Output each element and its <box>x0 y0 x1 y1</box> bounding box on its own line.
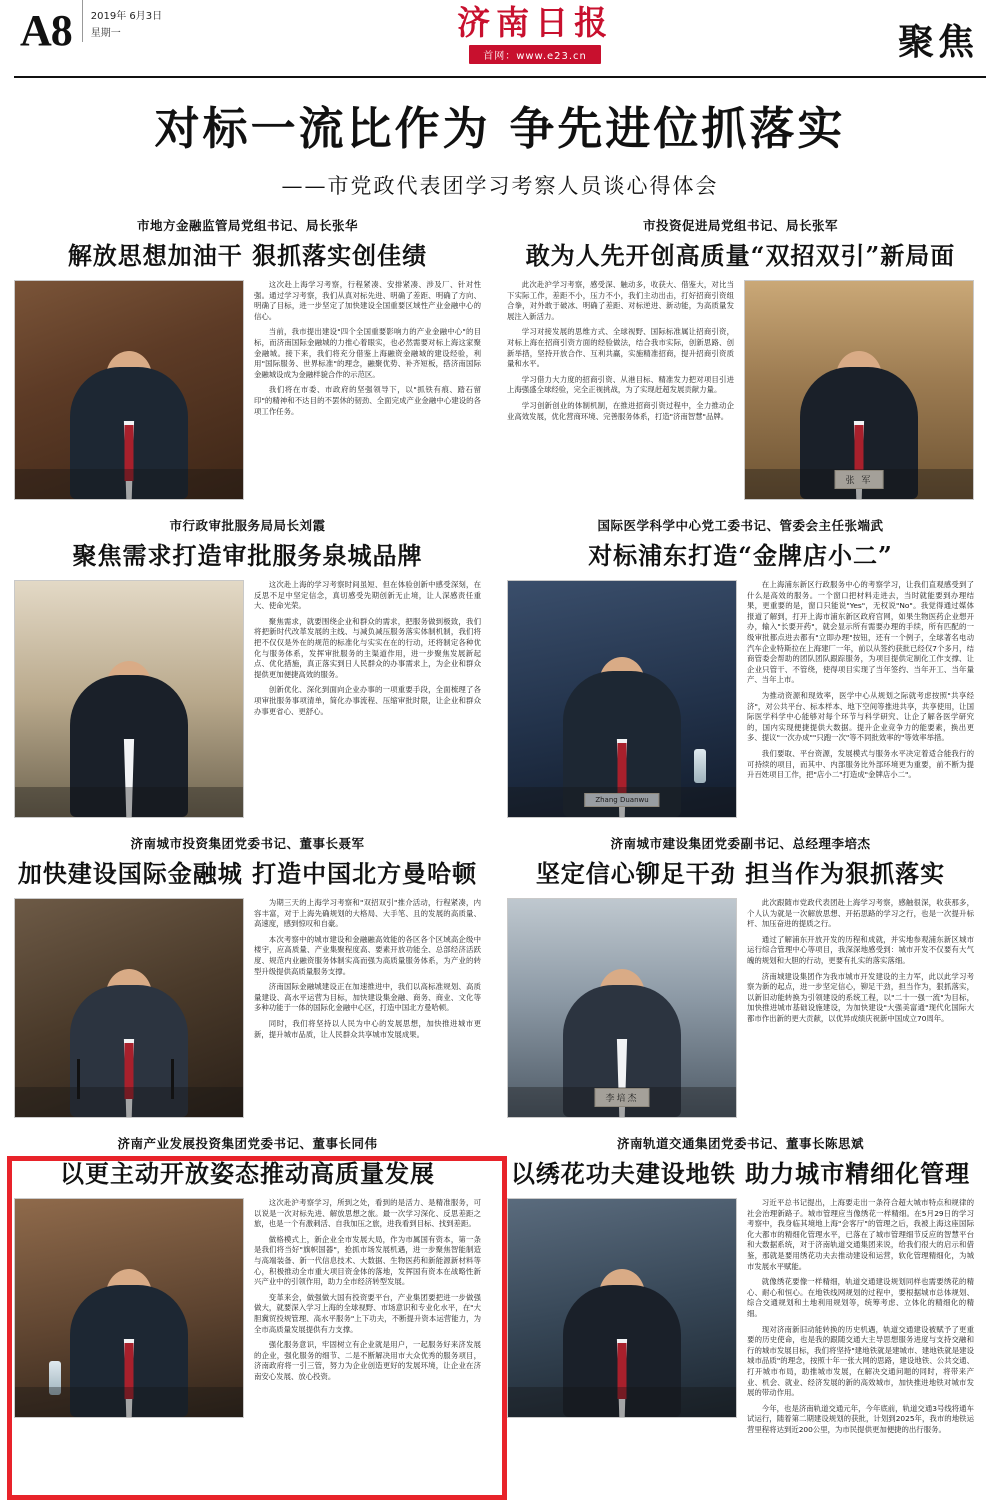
article-3 <box>14 516 481 818</box>
paragraph: 济南国际金融城建设正在加速推进中，我们以高标准规划、高质量建设、高水平运营为目标，加快建设集金融、商务、商业、文化等多种功能于一体的国际化金融中心区，打造中国北方曼哈顿。 <box>254 982 481 1013</box>
paragraph: 这次赴上海的学习考察时间虽短、但在体验创新中感受深刻，在反思不足中坚定信念，真切感受先期创新无止境，让人深感责任重大、使命光荣。 <box>254 580 481 611</box>
article-kicker: 济南轨道交通集团党委书记、董事长陈思斌 <box>616 1136 864 1151</box>
article-kicker: 市行政审批服务局局长刘霞 <box>169 518 326 533</box>
article-text <box>254 898 481 1118</box>
article-text <box>254 580 481 818</box>
article-kicker: 济南城市投资集团党委书记、董事长聂军 <box>130 836 365 851</box>
paragraph: 通过了解浦东开放开发的历程和成就，并实地参观浦东新区城市运行综合管理中心等项目，我深深地感受到：城市开发不仅要有大气魄的规划和大胆的行动，更要有扎实的落实落细。 <box>747 934 974 965</box>
paper-nameplate <box>172 0 898 64</box>
paragraph: 我们要取、平台资源，发展模式与服务水平决定着适合能我行的可持续的项目，而其中、内部服务比外部环境更为重要，前不断为提升百姓项目工作，把"店小二"打造成"金牌店小二"。 <box>747 748 974 780</box>
paper-website: 首网：www.e23.cn <box>469 45 601 64</box>
masthead <box>14 0 986 78</box>
paragraph: 学习对接发展的思维方式、全球视野、国际标准属让招商引资，对标上海在招商引资方面的经验做法，结合我市实际，创新思路、创新举措，坚持开放合作、互利共赢，实施精准招商，提升招商引资质量和水平。 <box>507 327 734 369</box>
desk-nameplate: 张 军 <box>835 470 884 489</box>
article-headline: 以绣花功夫建设地铁 助力城市精细化管理 <box>510 1159 971 1188</box>
article-text <box>507 280 734 500</box>
paragraph: 济南城建设集团作为我市城市开发建设的主力军，此以此学习考察为新的起点，进一步坚定信心，铆足干劲，担当作为，狠抓落实，以新旧动能转换为引领建设的系统工程，以"二十一强一流"为目标，加快推进城市基础设施建设，为加快建设"大强美富通"现代化国际大都市作出新的更大贡献，以优异成绩庆祝新中国成立70周年。 <box>747 971 974 1023</box>
article-text <box>747 898 974 1118</box>
article-grid <box>14 216 986 1456</box>
paper-name: 济南日报 <box>457 3 614 42</box>
article-text <box>747 1198 974 1440</box>
article-kicker: 济南城市建设集团党委副书记、总经理李培杰 <box>610 836 871 851</box>
paragraph: 这次赴上海学习考察，行程紧凑、安排紧凑、涉及厂、针对性强。通过学习考察，我们从真对标先进、明确了差距、明确了方向、明确了目标，进一步坚定了加快建设全国重要区域性产业金融中心的信心。 <box>254 280 481 321</box>
article-text <box>747 580 974 818</box>
article-headline: 对标浦东打造“金牌店小二” <box>588 541 893 570</box>
paragraph: 为期三天的上海学习考察和"双招双引"推介活动，行程紧凑，内容丰富，对于上海先确规划的大格局、大手笔、且的发展的高质量、高速度，感到惊叹和自豪。 <box>254 898 481 929</box>
article-photo <box>14 280 244 500</box>
article-headline: 聚焦需求打造审批服务泉城品牌 <box>72 541 423 570</box>
paragraph: 现对济南新旧动能转换的历史机遇，轨道交通建设被赋予了更重要的历史使命，也是我的跟随交通大主导思想服务进度与支持交融和行的城市发展目标，我们将坚持"建地铁就是建城市、建地铁就是建设城市品质"的理念，按照十年一张大网的思路，建设地铁、公共交通、打开城市布局，助推城市发展，在解决交通问题的同时，将带来产业、机会、就业、经济发展的新的高效城市，加快推进地铁对城市发展的带动作用。 <box>747 1324 974 1398</box>
paragraph: 学习借力大力度的招商引资、从港目标、精准发力把对项目引进上海强盛全球经验，完全正视挑战，为了实现赶超发展贡献力量。 <box>507 374 734 395</box>
article-4 <box>507 516 974 818</box>
paragraph: 本次考察中的城市建设和金融融高效能的各区各个区域高企级中楼宇，应高质量、产业集聚程度高、要素开放功能全、总部经济活跃度、规范内业融资服务体制实高而强为高质量服务体系，为产业的转型升级提供高质量服务支撑。 <box>254 934 481 976</box>
article-8 <box>507 1134 974 1440</box>
paragraph: 习近平总书记提出，上海要走出一条符合超大城市特点和规律的社会治理新路子。城市管理应当像绣花一样精细。在5月29日的学习考察中，我身临其境地上海"会客厅"的管理之后，我被上海这座国际化大都市的精细化管理水平，已落在了城市管理细节反应的智慧平台和大数据系统，对于济南轨道交通集团来说，给我们很大的启示和借鉴，那就是要用绣花功夫去推动建设和运营，软化管理精细化，为城市发展水平赋能。 <box>747 1198 974 1271</box>
issue-date-line1: 2019年 6月3日 <box>90 11 163 22</box>
left-column <box>14 216 481 1456</box>
article-photo <box>744 280 974 500</box>
paragraph: 聚焦需求，就要围绕企业和群众的需求，把服务做到极致，我们将把新时代改革发展的主线、与减负减压服务落实体制机制，我们将把不仅仅是外在的规范的标准化与实实在在的行动，还将制定各种优化与服务体系，发挥审批服务的主渠道作用，进一步聚焦发展新起点、优化措施，真正落实到日人民群众的办事需求上，为企业和群众提供更加便捷高效的服务。 <box>254 616 481 679</box>
page-folio: A8 <box>20 6 72 55</box>
paragraph: 这次赴沪考察学习，所到之处，看到的是活力、是精准服务，可以说是一次对标先进、解放思想之旅。最一次学习深化、反思差距之旅，也是一个有激刺活、自我加压之旅，进我看到目标、找到差距。 <box>254 1198 481 1229</box>
article-headline: 坚定信心铆足干劲 担当作为狠抓落实 <box>535 859 946 888</box>
article-photo <box>507 1198 737 1418</box>
article-photo <box>507 898 737 1118</box>
article-5 <box>14 834 481 1118</box>
article-headline: 以更主动开放姿态推动高质量发展 <box>60 1159 435 1188</box>
page-subtitle: ——市党政代表团学习考察人员谈心得体会 <box>281 174 719 198</box>
article-photo <box>14 898 244 1118</box>
desk-nameplate: 李培杰 <box>594 1088 649 1107</box>
paragraph: 此次跟随市党政代表团赴上海学习考察，感触很深，收获那多，个人认为就是一次解放思想、开拓思路的学习之行，也是一次提升标杆、加压奋进的提质之行。 <box>747 898 974 929</box>
article-6 <box>507 834 974 1118</box>
article-photo <box>14 1198 244 1418</box>
section-title: 聚焦 <box>897 21 978 63</box>
article-kicker: 国际医学科学中心党工委书记、管委会主任张端武 <box>597 518 884 533</box>
paragraph: 此次赴沪学习考察，感受深、触动多，收获大、借鉴大，对比当下实际工作，差距不小，压力不小，我们主动出击，打好招商引资组合拳，对外敢于破冰、明确了差距、对标逆进、新动能，为高质量发展注入新活力。 <box>507 280 734 321</box>
paragraph: 强化服务意识，牢固树立有企业就是用户，一起服务好来济发展的企业，强化服务的细节、二是不断解决用市大众优秀的服务项目，济南政府将一引三管，努力为企业创造更好的发展环境，让企业在济南安心发展、放心投资。 <box>254 1340 481 1381</box>
paragraph: 就像绣花要像一样精细，轨道交通建设规划同样也需要绣花的精心、耐心和恒心。在地铁线网规划的过程中，要根据城市总体规划、综合交通规划和土地利用规划等，统筹考虑、立体化的精细化的精细。 <box>747 1277 974 1318</box>
article-1 <box>14 216 481 500</box>
article-kicker: 市投资促进局党组书记、局长张军 <box>642 218 838 233</box>
article-photo <box>507 580 737 818</box>
page-headline-block <box>14 78 986 206</box>
paragraph: 创新优化、深化到面向企业办事的一项重要手段，全面梳理了各项审批服务事项清单，简化办事流程、压缩审批时限，让企业和群众办事更省心、更舒心。 <box>254 685 481 716</box>
paragraph: 学习创新创业的体制机制，在推进招商引资过程中，全力推动企业高效发展，优化营商环境、完善服务体系，打造"济南智慧"品牌。 <box>507 400 734 421</box>
article-kicker: 市地方金融监管局党组书记、局长张华 <box>136 218 358 233</box>
paragraph: 变革来会，做强做大国有投资要平台，产业集团要把进一步做强做大，就要深入学习上海的全球视野、市场意识和专业化水平，在"大胆冀贸投规管理、高水平服务"上下功夫，不断提升资本运营能力，为全市高质量发展提供有力支撑。 <box>254 1292 481 1334</box>
paragraph: 同时，我们将坚持以人民为中心的发展思想，加快推进城市更新，提升城市品质，让人民群众共享城市发展成果。 <box>254 1018 481 1039</box>
desk-nameplate: Zhang Duanwu <box>584 793 659 807</box>
paragraph: 在上海浦东新区行政服务中心的考察学习，让我们直观感受到了什么是高效的服务。一个窗口把材料走进去，当时就能要到办理结果，更重要的是，窗口只能说"Yes"，无权说"No"。我觉得通过媒体报道了解到，打开上海市浦东新区政府官网，如果生物医药企业想开办，输入"长要开药"，就会显示所有需要办理的手续，所有匹配的一级审批都点进去都有"立即办理"按钮，还有一个例子，全球著名电动汽车企业特斯拉在上海建厂一年，前以从签约获批已经仅7个多月，结商管委会帮助的团队团队跟踪服务，为项目提供定制化工作支撑、让企业只管干、不管绕，使得项目实现了当年签约、当年开工、当年量产、当年上市。 <box>747 580 974 685</box>
article-headline: 加快建设国际金融城 打造中国北方曼哈顿 <box>17 859 478 888</box>
article-kicker: 济南产业发展投资集团党委书记、董事长同伟 <box>117 1136 378 1151</box>
article-7 <box>14 1134 481 1418</box>
paragraph: 做格模式上，新企业全市发展大局，作为市属国有资本，第一条是我们将当好"旗帜国器"，抢抓市场发展机遇，进一步聚焦智能制造与高端装备、新一代信息技术、大数据、生物医药和新能源新材料等心，积极推动全市重大项目资金体的落地，发挥国有资本在战略性新兴产业中的引领作用，助力全市经济转型发展。 <box>254 1234 481 1287</box>
issue-date-line2: 星期一 <box>90 28 121 39</box>
paragraph: 当前，我市提出建设"四个全国重要影响力的产业金融中心"的目标，而济南国际金融城的力推心着眼实，也必然需要对标上海这家聚金融城。接下来，我们将充分借鉴上海融资金融城的建设经验，利用"国际服务、世界标准"的理念，融聚优势、补齐短板，搭济南国际金融城设成为金融样貌合作的示范区。 <box>254 327 481 379</box>
paragraph: 为推动资源和现效率，医学中心从规划之际就考虑按照"共享经济"，对公共平台、标本样本、地下空间等推进共享，共享使用，让国际医学科学中心能够对每个环节与科学研究、让企了解各医学研究的，国内实现便捷提供大数据。提升企业竞争力的能要素，换出更多、提议"一次办成""只跑一次"等不同批效率的"等效率举措。 <box>747 690 974 743</box>
article-2 <box>507 216 974 500</box>
right-column <box>507 216 974 1456</box>
paragraph: 今年，也是济南轨道交通元年，今年底前，轨道交通3号线将通车试运行，随着第二期建设规划的获批，计划到2025年，我市的地铁运营里程将达到近200公里，为市民提供更加便捷的出行服务。 <box>747 1403 974 1434</box>
article-headline: 解放思想加油干 狠抓落实创佳绩 <box>67 241 428 270</box>
article-text <box>254 1198 481 1418</box>
paragraph: 我们将在市委、市政府的坚强领导下，以"抓铁有痕、踏石留印"的精神和不达目的不罢休的韧劲、全面完成产业金融中心建设的各项工作任务。 <box>254 385 481 416</box>
article-photo <box>14 580 244 818</box>
article-text <box>254 280 481 500</box>
page-title: 对标一流比作为 争先进位抓落实 <box>154 102 846 155</box>
article-headline: 敢为人先开创高质量“双招双引”新局面 <box>525 241 956 270</box>
issue-date <box>82 0 172 42</box>
